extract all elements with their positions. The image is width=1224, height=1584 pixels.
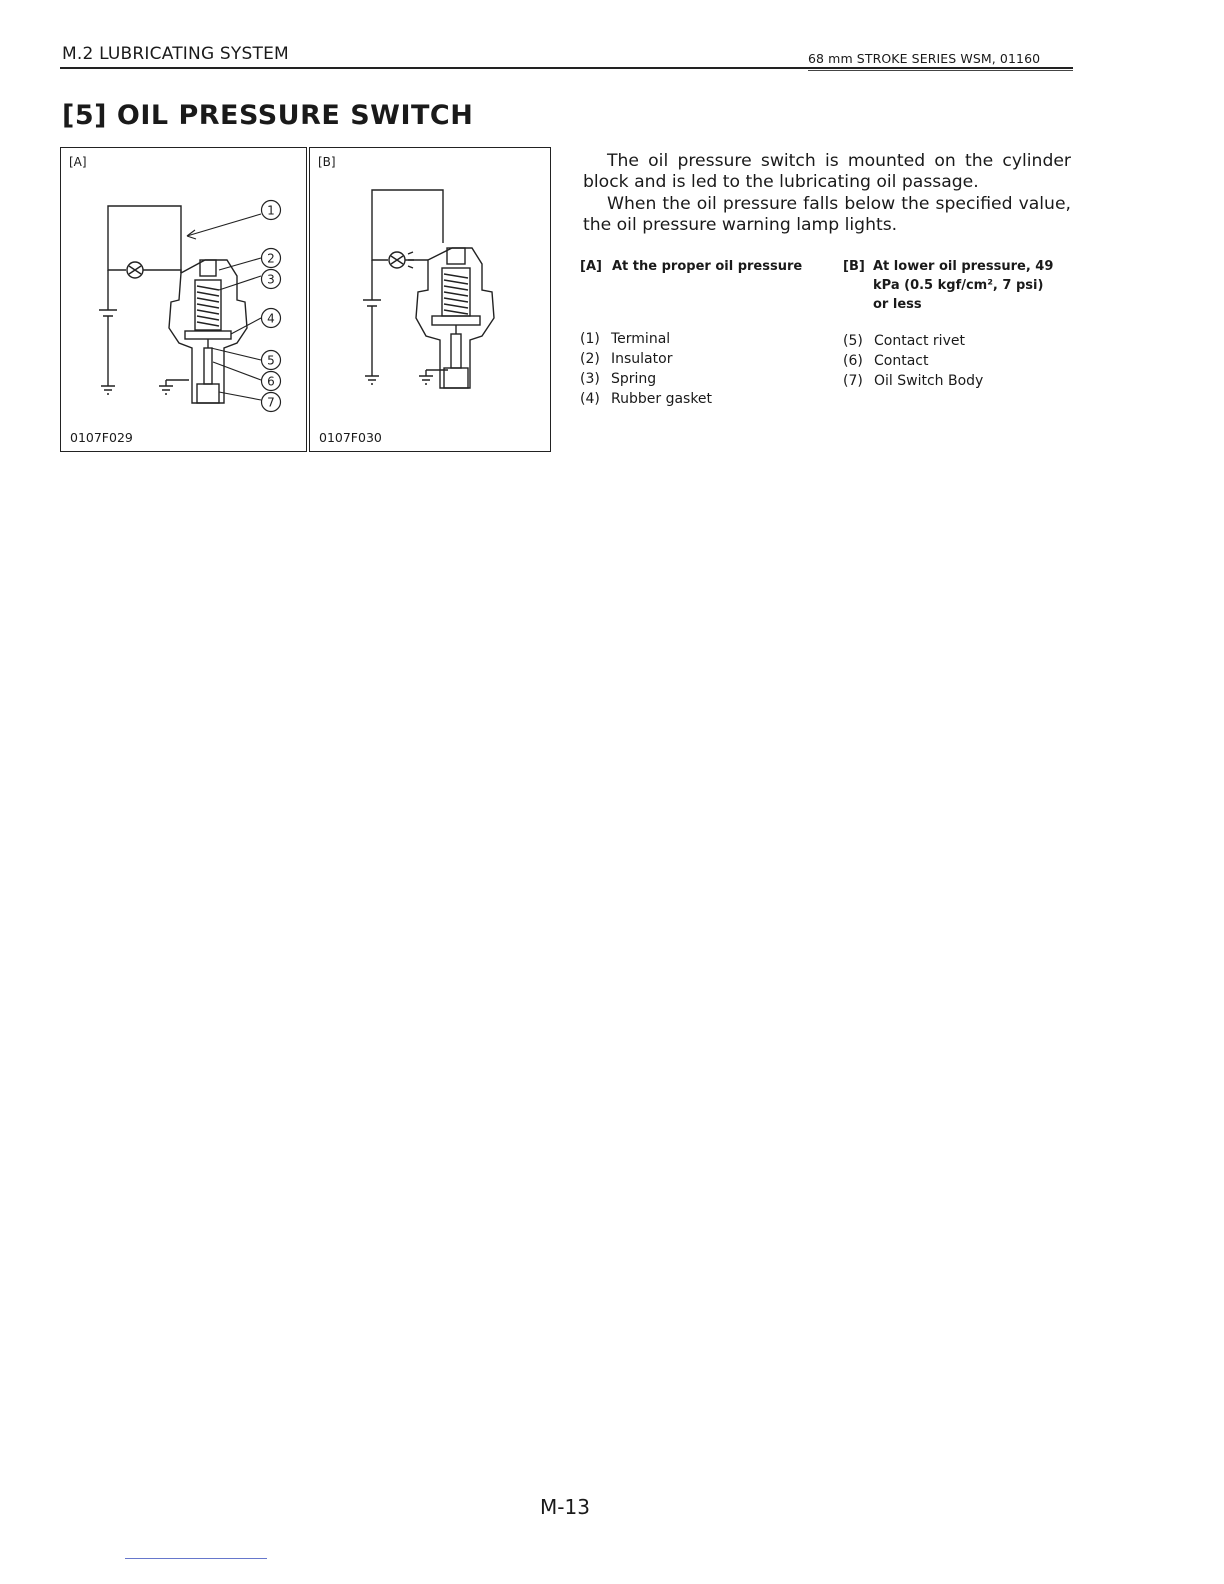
part-number: (3) [580, 371, 600, 387]
figure-a-label: [A] [69, 155, 87, 169]
list-item [843, 371, 983, 391]
callout-5 [262, 351, 281, 370]
page-title: [5] OIL PRESSURE SWITCH [62, 100, 474, 131]
caption-a-key: [A] [580, 259, 602, 274]
description [583, 151, 1071, 193]
list-item [580, 349, 712, 369]
callout-7 [262, 393, 281, 412]
footer-rule [125, 1558, 267, 1559]
callout-4 [262, 309, 281, 328]
caption-b-key: [B] [843, 259, 865, 274]
callout-6-label: 6 [267, 374, 275, 389]
part-number: (6) [843, 353, 863, 369]
part-name: Contact [874, 353, 929, 369]
callout-1 [262, 201, 281, 220]
description-2 [583, 194, 1071, 236]
figure-b-diagram [310, 148, 552, 453]
header-series-code: 68 mm STROKE SERIES WSM, 01160 [808, 51, 1041, 66]
figure-b-label: [B] [318, 155, 336, 169]
list-item [843, 331, 983, 351]
part-number: (5) [843, 333, 863, 349]
part-name: Contact rivet [874, 333, 965, 349]
callout-5-label: 5 [267, 353, 275, 368]
callout-4-label: 4 [267, 311, 275, 326]
figure-a-diagram [61, 148, 308, 453]
list-item [580, 329, 712, 349]
page-number: M-13 [540, 1495, 590, 1519]
callout-2-label: 2 [267, 251, 275, 266]
caption-b-text: At lower oil pressure, 49 kPa (0.5 kgf/cm², 7 psi) or less [873, 259, 1054, 312]
callout-1-label: 1 [267, 203, 275, 218]
part-number: (4) [580, 391, 600, 407]
figure-a-code: 0107F029 [70, 430, 133, 445]
callout-6 [262, 372, 281, 391]
parts-list-left [580, 329, 712, 409]
list-item [843, 351, 983, 371]
callout-7-label: 7 [267, 395, 275, 410]
figure-b-code: 0107F030 [319, 430, 382, 445]
part-name: Oil Switch Body [874, 373, 984, 389]
callout-3 [262, 270, 281, 289]
header-rule [60, 67, 1073, 69]
figure-a [60, 147, 307, 452]
parts-list-right [843, 331, 983, 391]
callout-2 [262, 249, 281, 268]
caption-a-text: At the proper oil pressure [612, 259, 803, 274]
part-name: Terminal [611, 331, 671, 347]
part-number: (2) [580, 351, 600, 367]
header-rule-underline [808, 70, 1073, 71]
part-name: Insulator [611, 351, 673, 367]
part-name: Rubber gasket [611, 391, 713, 407]
description-paragraph-1: The oil pressure switch is mounted on the cylinder block and is led to the lubricating oil passage. [583, 151, 1071, 192]
part-number: (7) [843, 373, 863, 389]
caption-a [580, 257, 802, 276]
list-item [580, 389, 712, 409]
header-section-title: M.2 LUBRICATING SYSTEM [62, 44, 289, 64]
list-item [580, 369, 712, 389]
figure-b [309, 147, 551, 452]
description-paragraph-2: When the oil pressure falls below the specified value, the oil pressure warning lamp lights. [583, 194, 1071, 235]
part-number: (1) [580, 331, 600, 347]
callout-3-label: 3 [267, 272, 275, 287]
part-name: Spring [611, 371, 657, 387]
figure-a-callouts [262, 201, 281, 412]
